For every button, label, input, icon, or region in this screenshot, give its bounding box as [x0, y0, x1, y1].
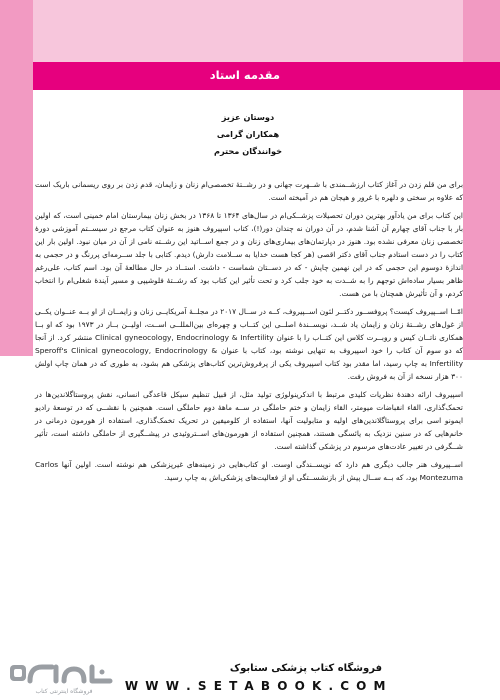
- salutation-line: خوانندگان محترم: [213, 146, 283, 156]
- salutation-line: دوستان عزیز: [221, 112, 275, 122]
- left-decor-band: [0, 0, 33, 356]
- top-decor-band: [33, 0, 463, 62]
- body-text: [35, 178, 463, 489]
- page-content: [33, 90, 463, 660]
- store-url-link[interactable]: W W W . S E T A B O O K . C O M: [124, 679, 387, 693]
- logo-tagline: فروشگاه اینترنتی کتاب: [35, 688, 93, 695]
- salutation-block: [33, 112, 463, 163]
- setabook-logo[interactable]: [8, 661, 118, 697]
- paragraph: اســپیروف هنر جالب دیگری هم دارد که نویســندگی اوست. او کتاب‌هایی در زمینه‌های غیرپزشکی هم نوشته است. اولین آنها Carlos Montezuma بود، که بــه ســال پیش از بازنشســتگی او از فعالیت‌های پزشکی‌اش به چاپ رسید.: [35, 460, 463, 482]
- chapter-title: مقدمه استاد: [209, 68, 280, 82]
- paragraph: برای من قلم زدن در آغاز کتاب ارزشــمندی با شــهرت جهانی و در رشــتهٔ تخصصی‌ام زنان و زایمان، قدم زدن بر روی ریسمانی باریک است که علاوه بر سختی و دلهره با غرور و هیجان هم در آمیخته است.: [35, 180, 463, 202]
- salutation-line: همکاران گرامی: [216, 129, 280, 139]
- right-decor-band: [463, 0, 500, 360]
- paragraph: امّــا اســپیروف کیست؟ پروفســور دکتــر لئون اســپیروف، کــه در ســال ۲۰۱۷ در مجلــهٔ آمریکایــی زنان و زایمــان از او بــه عنــوان یکــی از غول‌های رشــتهٔ زنان و زایمان یاد شــد، نویســندهٔ اصلــی این کتــاب و چهره‌ای بین‌المللــی اســت، اولیــن بــار در ۱۹۷۳ بود که او بــا همکاری ناتــان کیس و روبــرت کلاس این کتــاب را با عنوان Clinical gyneocology, Endocrinology & Infertility منتشر کرد. از آنجا که دو سوم آن کتاب را خود اسپیروف به تنهایی نوشته بود، کتاب با عنوان Speroff's Clinical gyneocology, Endocrinology & Infertility به چاپ رسید، اما مقدر بود کتاب اسپیروف یکی از پرفروش‌ترین کتاب‌های پزشکی هم بشود، به طوری که در همان چاپ اولش ۳۰۰ هزار نسخه از آن به فروش رفت.: [35, 307, 463, 381]
- paragraph: اسپیروف ارائه دهندهٔ نظریات کلیدی مرتبط با اندکرینولوژی تولید مثل، از قبیل تنظیم سیکل قاعدگی انسانی، نقش پروستاگلاندین‌ها در تحمک‌گذاری، القاء انقباضات میومتر، القاء زایمان و ختم حاملگی در ســه ماههٔ دوم حاملگی است. همچنین با نقشــی که در توسعهٔ رادیو ایمونو اسی برای پروستاگلاندین‌های اولیه و متابولیت آنها، استفاده از کلومیفین در تحریک تخمک‌گذاری، استفاده از هورمون درمانی در خانم‌هایی که در سنین نزدیک به یائسگی هستند، همچنین استفاده از هورمون‌های اســتروئیدی در پیشــگیری از حاملگی داشته است، تأثیر شــگرفی در تغییر عادت‌های مرسوم در پزشکی گذاشته است.: [35, 390, 463, 451]
- footer-banner: [0, 655, 500, 700]
- chapter-header-bar: [33, 62, 500, 90]
- store-name: فروشگاه کتاب پزشکی ستابوک: [229, 663, 382, 674]
- paragraph: این کتاب برای من یادآور بهترین دوران تحصیلات پزشــکی‌ام در سال‌های ۱۳۶۴ تا ۱۳۶۸ در بخش زنان بیمارستان امام خمینی است، که اولین بار با جناب آقای چهارم آن آشنا شدم، در آن دوران نه چندان دور(!)، کتاب اسپیروف هنوز به عنوان کتاب مرجع در سیســتم آموزشی دورهٔ تخصصی زنان معرفی نشده بود. هنوز در دپارتمان‌های بیماری‌های زنان و در جمع اســاتید این رشــته نامی از آن در میان نبود. اولین بار این کتاب را در دست استادم جناب آقای دکتر اقصی (هر کجا هست خدایا به ســلامت دارش) دیدم. کتابی با جلد ســرمه‌ای پررنگ و در حجمی به اندازهٔ دوسوم این حجمی که در این نهمین چاپش - که در دســتان شماست - داشت. استــاد در حال مطالعهٔ آن بود. اسم کتاب، علی‌رغم ظاهر بسیار ساده‌اش توجهم را به شــدت به خود جلب کرد و تحت تأثیر این کتاب بود که رشــتهٔ فلوشیپی و مسیر آیندهٔ شغلی‌ام را انتخاب کردم، و آن تأثیرش همچنان با من هست.: [35, 211, 463, 298]
